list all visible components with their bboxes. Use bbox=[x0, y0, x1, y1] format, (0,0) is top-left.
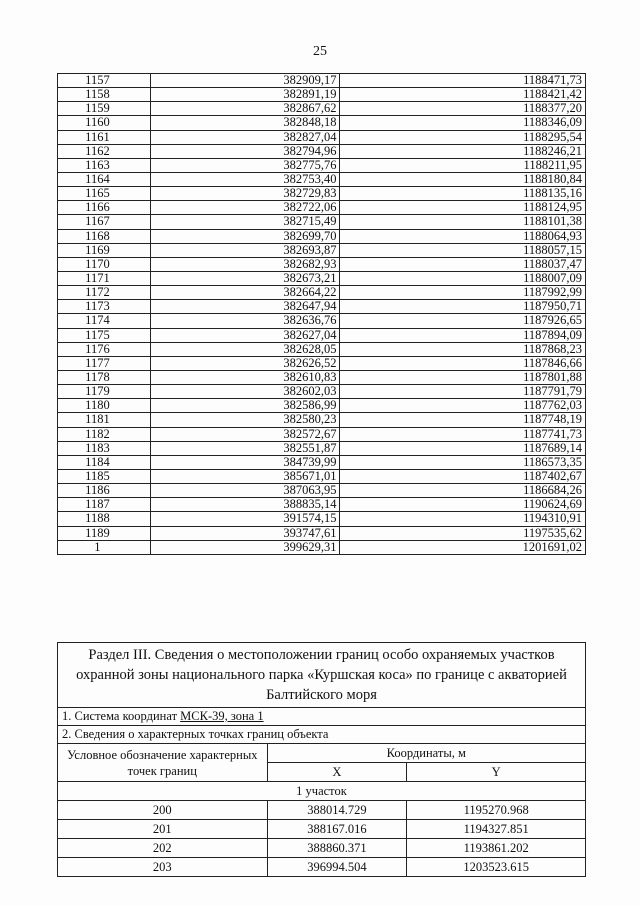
y-coordinate: 1201691,02 bbox=[340, 540, 586, 554]
x-coordinate: 382909,17 bbox=[150, 74, 340, 88]
x-coordinate: 388860.371 bbox=[267, 839, 407, 858]
point-number: 1164 bbox=[58, 172, 151, 186]
point-number: 1187 bbox=[58, 498, 151, 512]
point-number: 1171 bbox=[58, 271, 151, 285]
x-coordinate: 387063,95 bbox=[150, 484, 340, 498]
x-coordinate: 382664,22 bbox=[150, 286, 340, 300]
y-coordinate: 1188057,15 bbox=[340, 243, 586, 257]
x-coordinate: 382827,04 bbox=[150, 130, 340, 144]
x-coordinate: 382794,96 bbox=[150, 144, 340, 158]
table-row bbox=[58, 498, 586, 512]
coordinates-table-body bbox=[58, 74, 586, 555]
part-label: 1 участок bbox=[58, 782, 586, 801]
y-coordinate: 1188421,42 bbox=[340, 88, 586, 102]
point-number: 1176 bbox=[58, 342, 151, 356]
table-row bbox=[58, 144, 586, 158]
point-number: 1158 bbox=[58, 88, 151, 102]
y-coordinate: 1188007,09 bbox=[340, 271, 586, 285]
coordinates-header: Координаты, м bbox=[267, 744, 585, 763]
point-number: 1173 bbox=[58, 300, 151, 314]
y-coordinate: 1187689,14 bbox=[340, 441, 586, 455]
table-row bbox=[58, 427, 586, 441]
section-3-table bbox=[57, 642, 586, 877]
table-row bbox=[58, 300, 586, 314]
table-row bbox=[58, 102, 586, 116]
x-coordinate: 393747,61 bbox=[150, 526, 340, 540]
point-number: 1184 bbox=[58, 455, 151, 469]
table-row bbox=[58, 441, 586, 455]
y-coordinate: 1194327.851 bbox=[407, 820, 586, 839]
y-coordinate: 1188471,73 bbox=[340, 74, 586, 88]
point-number: 1179 bbox=[58, 385, 151, 399]
point-number: 1180 bbox=[58, 399, 151, 413]
table-row bbox=[58, 328, 586, 342]
table-row bbox=[58, 286, 586, 300]
point-number: 1177 bbox=[58, 356, 151, 370]
designation-header: Условное обозначение характерных точек границ bbox=[58, 744, 268, 782]
y-coordinate: 1188346,09 bbox=[340, 116, 586, 130]
coordinate-system-label: 1. Система координат bbox=[62, 709, 181, 723]
point-number: 1161 bbox=[58, 130, 151, 144]
x-coordinate: 388167.016 bbox=[267, 820, 407, 839]
x-coordinate: 384739,99 bbox=[150, 455, 340, 469]
table-row bbox=[58, 858, 586, 877]
y-coordinate: 1187791,79 bbox=[340, 385, 586, 399]
y-coordinate: 1195270.968 bbox=[407, 801, 586, 820]
y-coordinate: 1188211,95 bbox=[340, 158, 586, 172]
y-coordinate: 1197535,62 bbox=[340, 526, 586, 540]
table-row bbox=[58, 130, 586, 144]
point-number: 1172 bbox=[58, 286, 151, 300]
table-row bbox=[58, 356, 586, 370]
section-3-points-body bbox=[58, 801, 586, 877]
point-number: 1183 bbox=[58, 441, 151, 455]
x-coordinate: 382628,05 bbox=[150, 342, 340, 356]
table-row bbox=[58, 512, 586, 526]
x-coordinate: 382867,62 bbox=[150, 102, 340, 116]
table-row bbox=[58, 88, 586, 102]
point-number: 1169 bbox=[58, 243, 151, 257]
coordinate-system-row bbox=[58, 708, 586, 726]
x-coordinate: 385671,01 bbox=[150, 469, 340, 483]
x-coordinate: 382891,19 bbox=[150, 88, 340, 102]
point-number: 1170 bbox=[58, 257, 151, 271]
table-row bbox=[58, 455, 586, 469]
y-coordinate: 1187748,19 bbox=[340, 413, 586, 427]
x-coordinate: 382693,87 bbox=[150, 243, 340, 257]
y-coordinate: 1186573,35 bbox=[340, 455, 586, 469]
point-number: 1167 bbox=[58, 215, 151, 229]
table-row bbox=[58, 116, 586, 130]
page-number: 25 bbox=[313, 44, 327, 59]
table-row bbox=[58, 370, 586, 384]
y-coordinate: 1194310,91 bbox=[340, 512, 586, 526]
point-number: 1188 bbox=[58, 512, 151, 526]
y-coordinate: 1190624,69 bbox=[340, 498, 586, 512]
x-coordinate: 382647,94 bbox=[150, 300, 340, 314]
x-coordinate: 382610,83 bbox=[150, 370, 340, 384]
x-header: X bbox=[267, 763, 407, 782]
y-coordinate: 1187741,73 bbox=[340, 427, 586, 441]
table-row bbox=[58, 187, 586, 201]
point-number: 1168 bbox=[58, 229, 151, 243]
y-coordinate: 1203523.615 bbox=[407, 858, 586, 877]
table-row bbox=[58, 201, 586, 215]
point-number: 201 bbox=[58, 820, 268, 839]
y-coordinate: 1188180,84 bbox=[340, 172, 586, 186]
points-heading: 2. Сведения о характерных точках границ объекта bbox=[58, 726, 586, 744]
y-coordinate: 1187950,71 bbox=[340, 300, 586, 314]
x-coordinate: 382636,76 bbox=[150, 314, 340, 328]
table-row bbox=[58, 526, 586, 540]
table-row bbox=[58, 820, 586, 839]
coordinates-table bbox=[57, 73, 586, 555]
point-number: 1159 bbox=[58, 102, 151, 116]
x-coordinate: 382775,76 bbox=[150, 158, 340, 172]
point-number: 1175 bbox=[58, 328, 151, 342]
table-row bbox=[58, 413, 586, 427]
y-coordinate: 1187402,67 bbox=[340, 469, 586, 483]
x-coordinate: 382673,21 bbox=[150, 271, 340, 285]
table-row bbox=[58, 469, 586, 483]
x-coordinate: 382848,18 bbox=[150, 116, 340, 130]
x-coordinate: 382682,93 bbox=[150, 257, 340, 271]
point-number: 1178 bbox=[58, 370, 151, 384]
x-coordinate: 382580,23 bbox=[150, 413, 340, 427]
table-row bbox=[58, 801, 586, 820]
y-coordinate: 1187846,66 bbox=[340, 356, 586, 370]
coordinate-system-name: МСК-39, зона 1 bbox=[180, 709, 264, 723]
table-row bbox=[58, 243, 586, 257]
y-header: Y bbox=[407, 763, 586, 782]
x-coordinate: 382753,40 bbox=[150, 172, 340, 186]
point-number: 202 bbox=[58, 839, 268, 858]
y-coordinate: 1187868,23 bbox=[340, 342, 586, 356]
x-coordinate: 382572,67 bbox=[150, 427, 340, 441]
table-row bbox=[58, 342, 586, 356]
x-coordinate: 382586,99 bbox=[150, 399, 340, 413]
point-number: 1182 bbox=[58, 427, 151, 441]
y-coordinate: 1188295,54 bbox=[340, 130, 586, 144]
table-row bbox=[58, 74, 586, 88]
x-coordinate: 382627,04 bbox=[150, 328, 340, 342]
table-row bbox=[58, 540, 586, 554]
table-row bbox=[58, 215, 586, 229]
point-number: 1186 bbox=[58, 484, 151, 498]
point-number: 1174 bbox=[58, 314, 151, 328]
section-title: Раздел III. Сведения о местоположении границ особо охраняемых участков охранной зоны национального парка «Куршская коса» по границе с акваторией Балтийского моря bbox=[58, 643, 586, 708]
table-row bbox=[58, 314, 586, 328]
y-coordinate: 1188064,93 bbox=[340, 229, 586, 243]
point-number: 1185 bbox=[58, 469, 151, 483]
point-number: 1157 bbox=[58, 74, 151, 88]
point-number: 1163 bbox=[58, 158, 151, 172]
table-row bbox=[58, 172, 586, 186]
point-number: 203 bbox=[58, 858, 268, 877]
x-coordinate: 388014.729 bbox=[267, 801, 407, 820]
point-number: 1165 bbox=[58, 187, 151, 201]
x-coordinate: 391574,15 bbox=[150, 512, 340, 526]
x-coordinate: 396994.504 bbox=[267, 858, 407, 877]
point-number: 1162 bbox=[58, 144, 151, 158]
y-coordinate: 1186684,26 bbox=[340, 484, 586, 498]
table-row bbox=[58, 158, 586, 172]
x-coordinate: 388835,14 bbox=[150, 498, 340, 512]
table-row bbox=[58, 399, 586, 413]
y-coordinate: 1187992,99 bbox=[340, 286, 586, 300]
y-coordinate: 1187894,09 bbox=[340, 328, 586, 342]
y-coordinate: 1187762,03 bbox=[340, 399, 586, 413]
x-coordinate: 382722,06 bbox=[150, 201, 340, 215]
y-coordinate: 1188101,38 bbox=[340, 215, 586, 229]
y-coordinate: 1188246,21 bbox=[340, 144, 586, 158]
point-number: 1 bbox=[58, 540, 151, 554]
table-row bbox=[58, 271, 586, 285]
table-row bbox=[58, 839, 586, 858]
y-coordinate: 1188135,16 bbox=[340, 187, 586, 201]
table-row bbox=[58, 385, 586, 399]
y-coordinate: 1188124,95 bbox=[340, 201, 586, 215]
point-number: 1160 bbox=[58, 116, 151, 130]
x-coordinate: 382626,52 bbox=[150, 356, 340, 370]
table-row bbox=[58, 257, 586, 271]
y-coordinate: 1188377,20 bbox=[340, 102, 586, 116]
y-coordinate: 1187801,88 bbox=[340, 370, 586, 384]
table-row bbox=[58, 484, 586, 498]
y-coordinate: 1193861.202 bbox=[407, 839, 586, 858]
x-coordinate: 382602,03 bbox=[150, 385, 340, 399]
table-row bbox=[58, 229, 586, 243]
x-coordinate: 399629,31 bbox=[150, 540, 340, 554]
y-coordinate: 1188037,47 bbox=[340, 257, 586, 271]
x-coordinate: 382715,49 bbox=[150, 215, 340, 229]
y-coordinate: 1187926,65 bbox=[340, 314, 586, 328]
point-number: 1181 bbox=[58, 413, 151, 427]
x-coordinate: 382729,83 bbox=[150, 187, 340, 201]
point-number: 1189 bbox=[58, 526, 151, 540]
x-coordinate: 382551,87 bbox=[150, 441, 340, 455]
point-number: 1166 bbox=[58, 201, 151, 215]
x-coordinate: 382699,70 bbox=[150, 229, 340, 243]
point-number: 200 bbox=[58, 801, 268, 820]
